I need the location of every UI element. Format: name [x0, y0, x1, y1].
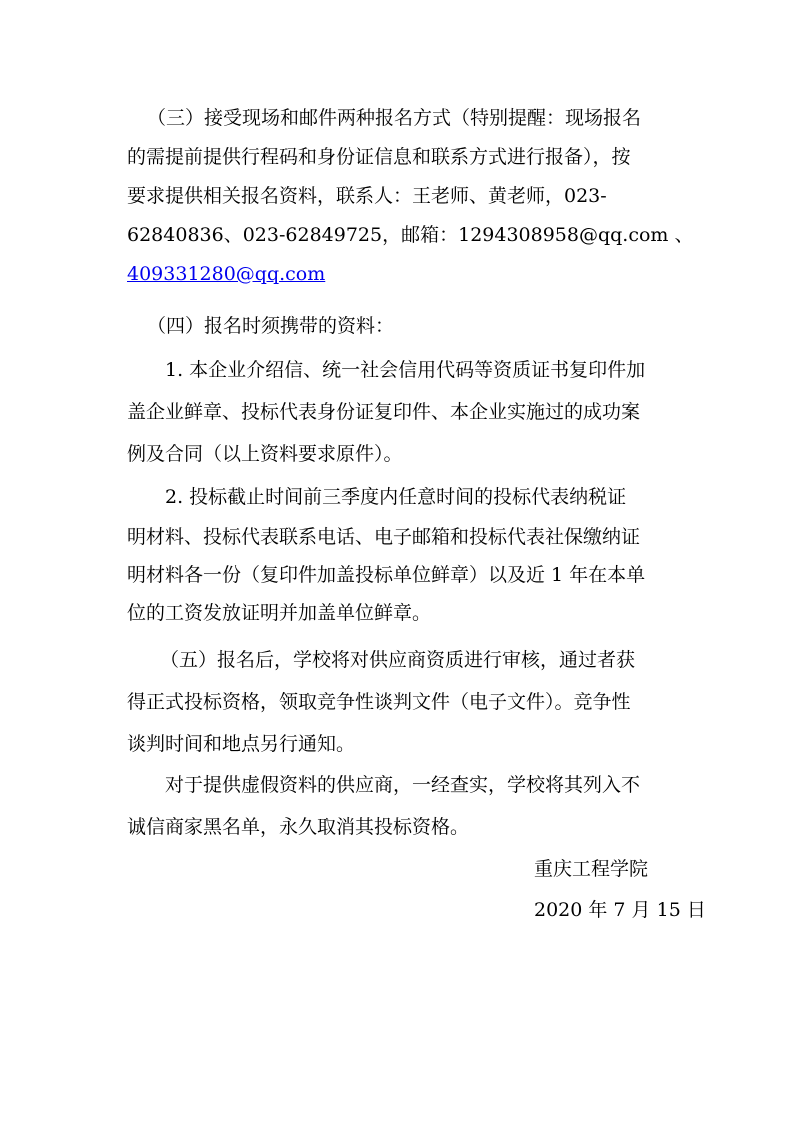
paragraph-5-line-2: 得正式投标资格，领取竞争性谈判文件（电子文件）。竞争性 — [127, 691, 631, 713]
item-1-line-1: 1. 本企业介绍信、统一社会信用代码等资质证书复印件加 — [165, 359, 646, 381]
paragraph-3-line-2: 的需提前提供行程码和身份证信息和联系方式进行报备），按 — [127, 146, 631, 168]
paragraph-5-line-3: 谈判时间和地点另行通知。 — [127, 733, 356, 755]
paragraph-5-line-1: （五）报名后，学校将对供应商资质进行审核，通过者获 — [160, 649, 636, 671]
item-2-line-4: 位的工资发放证明并加盖单位鲜章。 — [127, 602, 432, 624]
item-1-line-3: 例及合同（以上资料要求原件）。 — [127, 443, 403, 465]
item-2-line-1: 2. 投标截止时间前三季度内任意时间的投标代表纳税证 — [165, 486, 627, 508]
paragraph-4-heading: （四）报名时须携带的资料： — [147, 315, 395, 337]
signature-organization: 重庆工程学院 — [534, 858, 649, 880]
signature-date: 2020 年 7 月 15 日 — [534, 899, 706, 921]
item-1-line-2: 盖企业鲜章、投标代表身份证复印件、本企业实施过的成功案 — [127, 401, 641, 423]
paragraph-3-line-4: 62840836、023-62849725，邮箱：1294308958@qq.com 、 — [127, 224, 694, 246]
paragraph-3-line-1: （三）接受现场和邮件两种报名方式（特别提醒：现场报名 — [147, 107, 642, 129]
paragraph-3-line-3: 要求提供相关报名资料，联系人：王老师、黄老师，023- — [127, 185, 607, 207]
item-2-line-3: 明材料各一份（复印件加盖投标单位鲜章）以及近 1 年在本单 — [127, 564, 646, 586]
closing-line-2: 诚信商家黑名单，永久取消其投标资格。 — [127, 816, 470, 838]
email-link[interactable]: 409331280@qq.com — [127, 263, 326, 285]
item-2-line-2: 明材料、投标代表联系电话、电子邮箱和投标代表社保缴纳证 — [127, 526, 641, 548]
closing-line-1: 对于提供虚假资料的供应商，一经查实，学校将其列入不 — [165, 774, 641, 796]
paragraph-3-email-link-line — [127, 262, 325, 286]
